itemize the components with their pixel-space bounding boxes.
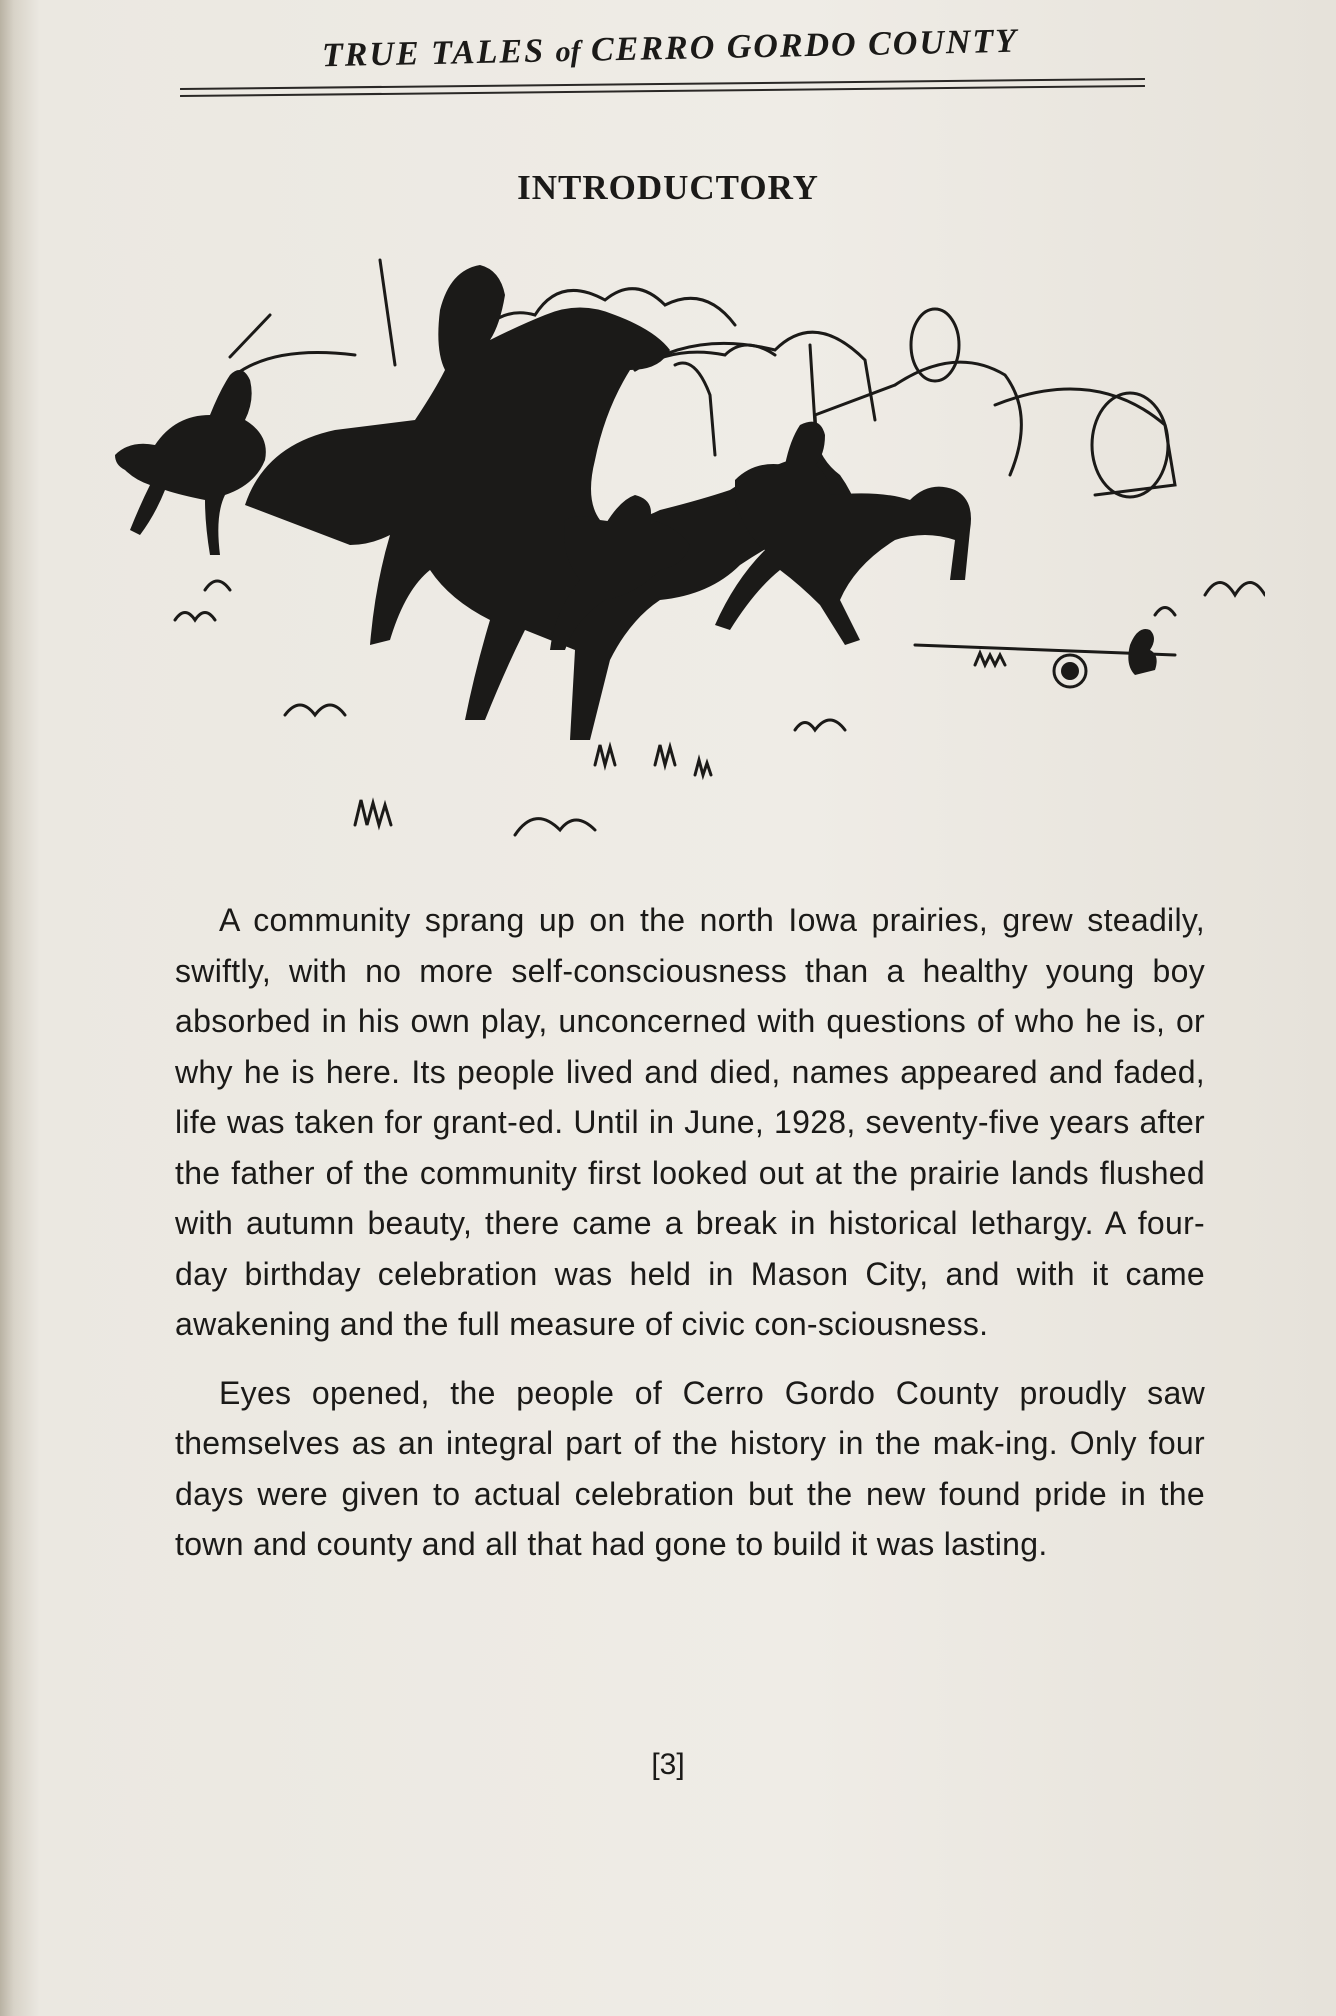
paragraph-2: Eyes opened, the people of Cerro Gordo County proudly saw themselves as an integral part of the history in the mak-ing. Only four days were given to actual celebration but the new found pride in the town and county and all that had gone to build it was lasting.: [175, 1374, 1205, 1562]
running-head: [180, 20, 1161, 79]
page-number: [3]: [651, 1748, 685, 1781]
silhouette-illustration-icon: [95, 245, 1265, 845]
paragraph-1: A community sprang up on the north Iowa prairies, grew steadily, swiftly, with no more self-consciousness than a healthy young boy absorbed in his own play, unconcerned with questions of who he is, or why he is here. Its people lived and died, names appeared and faded, life was taken for grant-ed. Until in June, 1928, seventy-five years after the father of the community first looked out at the prairie lands flushed with autumn beauty, there came a break in historical lethargy. A four-day birthday celebration was held in Mason City, and with it came awakening and the full measure of civic con-sciousness.: [175, 902, 1205, 1342]
chapter-title: INTRODUCTORY: [517, 168, 819, 207]
running-head-part3: CERRO GORDO COUNTY: [590, 22, 1019, 69]
running-head-part2: of: [555, 34, 581, 69]
body-text: [175, 895, 1205, 1588]
running-head-part1: TRUE TALES: [321, 32, 546, 75]
